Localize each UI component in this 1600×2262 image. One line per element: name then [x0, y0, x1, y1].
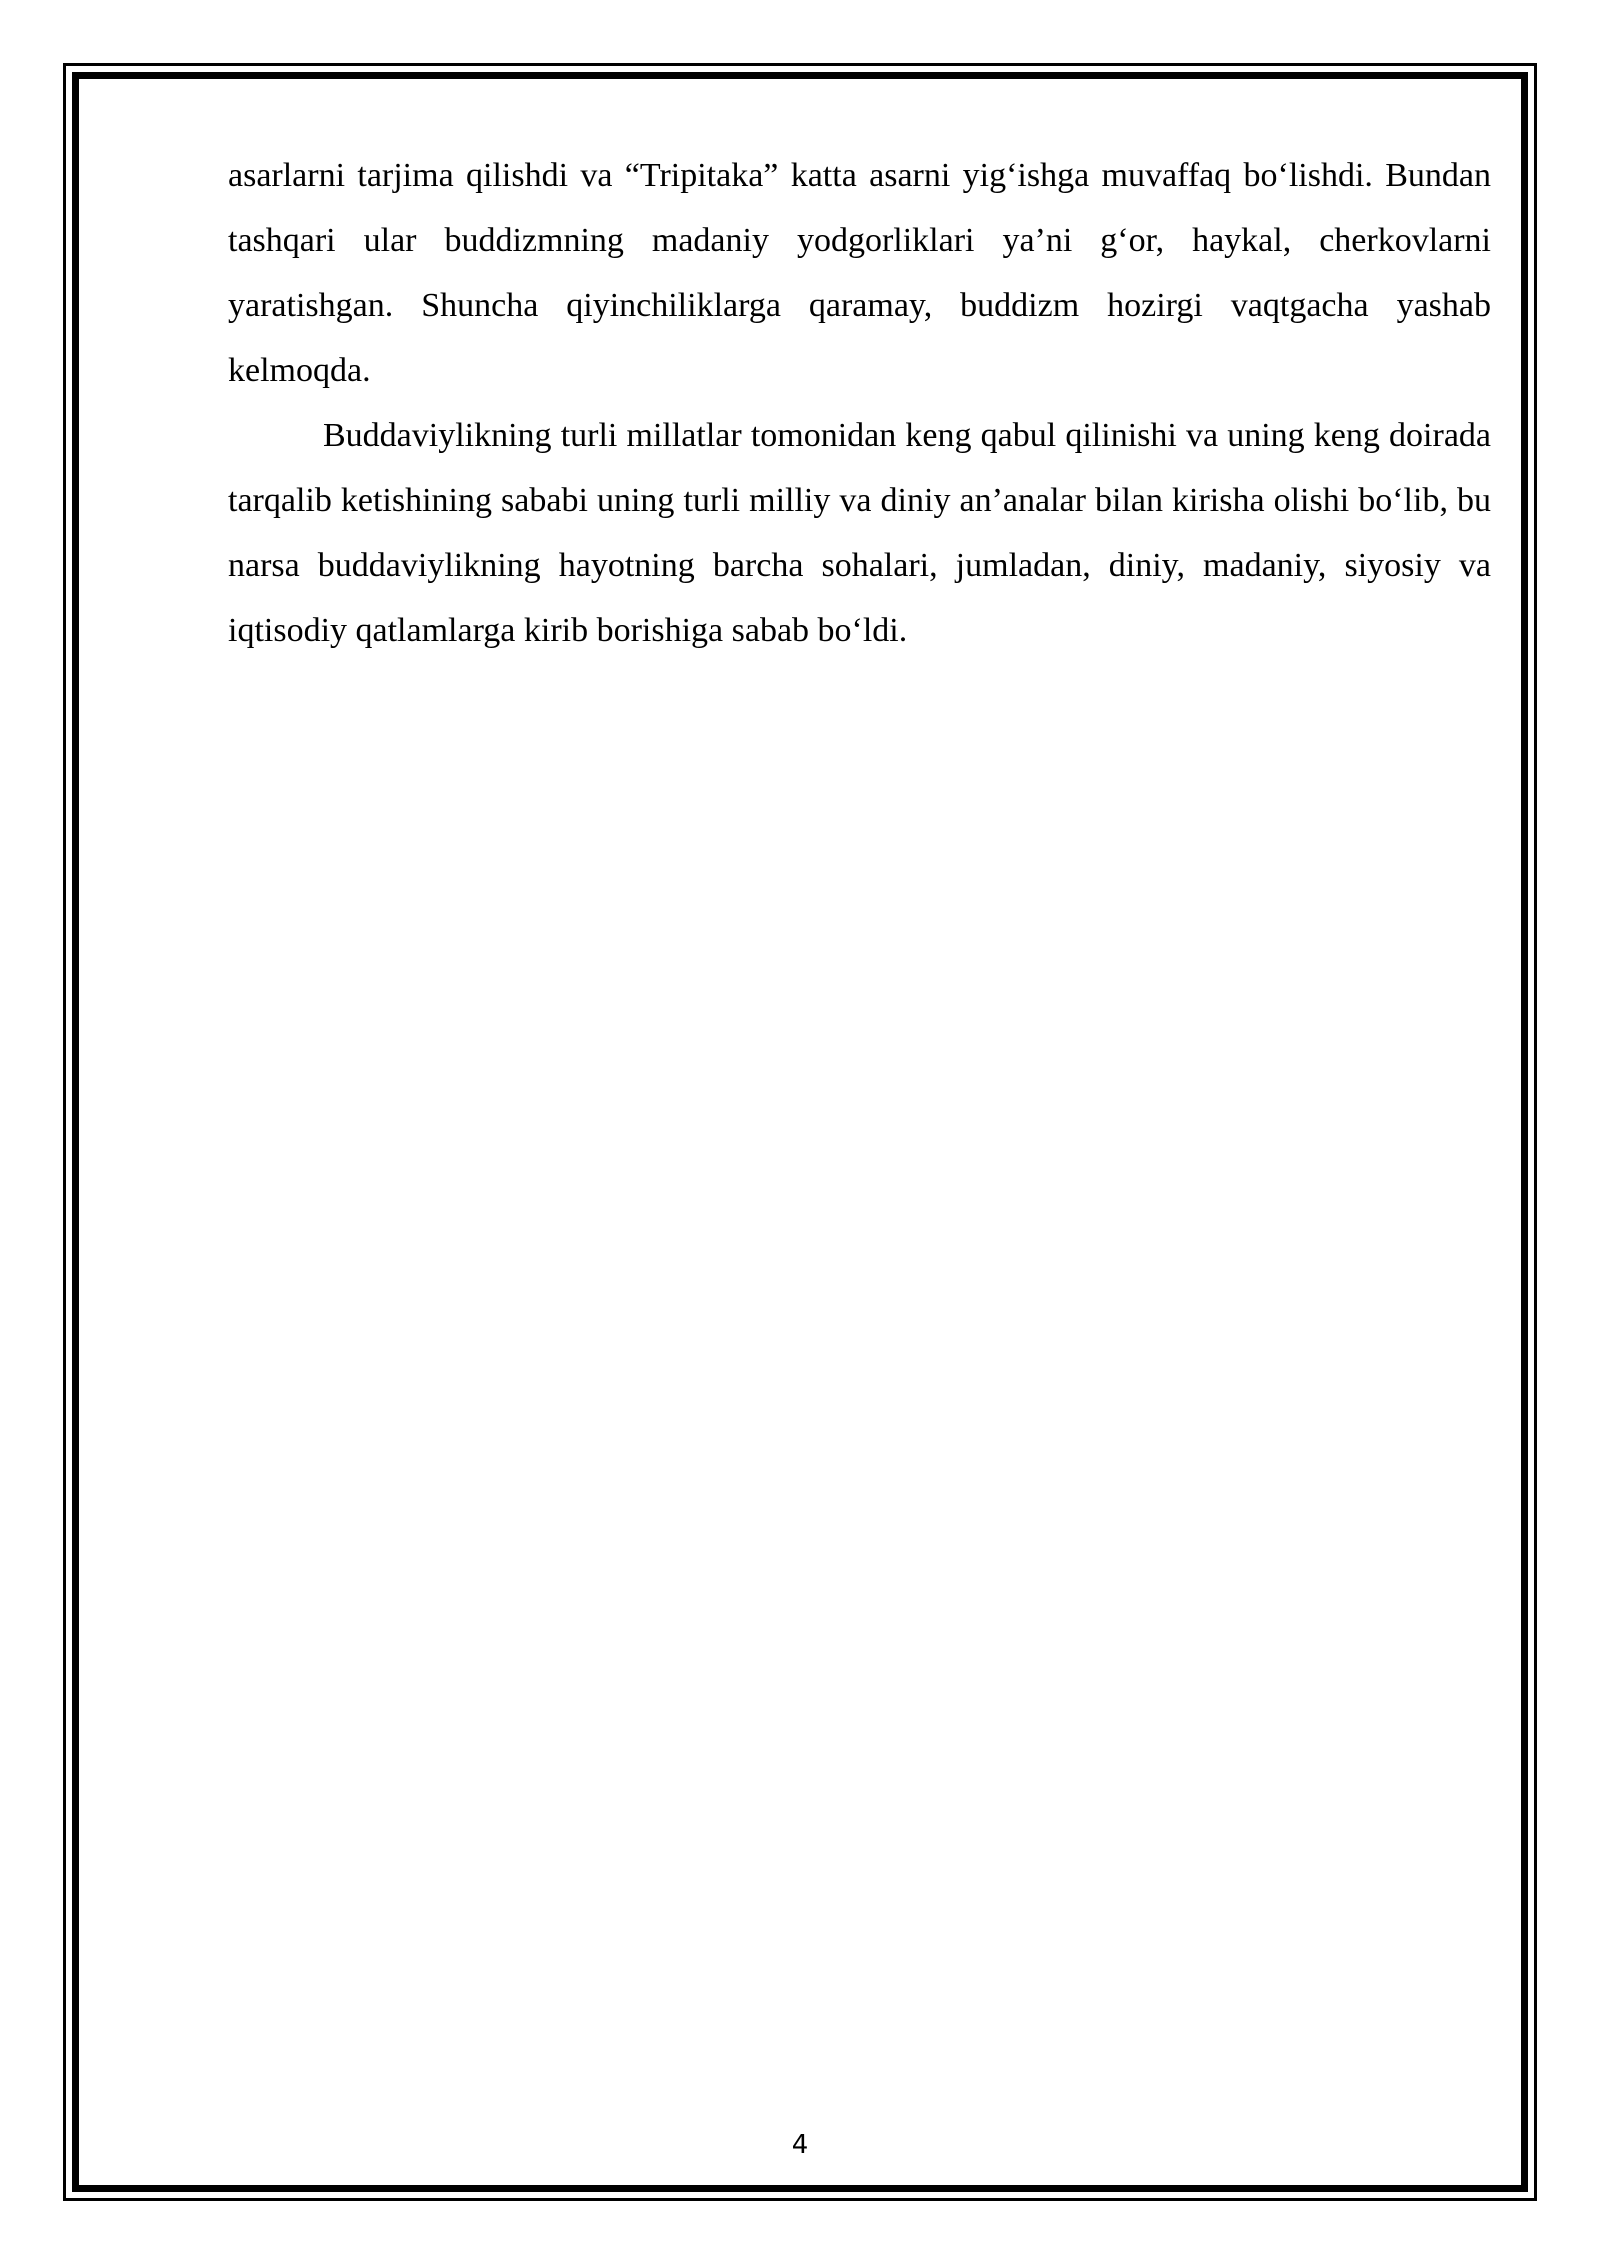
paragraph-2: Buddaviylikning turli millatlar tomonidan keng qabul qilinishi va uning keng doirada tarqalib ketishining sababi uning turli milliy va diniy an’analar bilan kirisha olishi bo‘lib, bu narsa buddaviylikning hayotning barcha sohalari, jumladan, diniy, madaniy, siyosiy va iqtisodiy qatlamlarga kirib borishiga sabab bo‘ldi. [228, 417, 1491, 649]
page-number: 4 [791, 2130, 809, 2160]
document-body [228, 143, 1491, 663]
paragraph-1: asarlarni tarjima qilishdi va “Tripitaka” katta asarni yig‘ishga muvaffaq bo‘lishdi. Bundan tashqari ular buddizmning madaniy yodgorliklari ya’ni g‘or, haykal, cherkovlarni yaratishgan. Shuncha qiyinchiliklarga qaramay, buddizm hozirgi vaqtgacha yashab kelmoqda. [228, 157, 1491, 389]
